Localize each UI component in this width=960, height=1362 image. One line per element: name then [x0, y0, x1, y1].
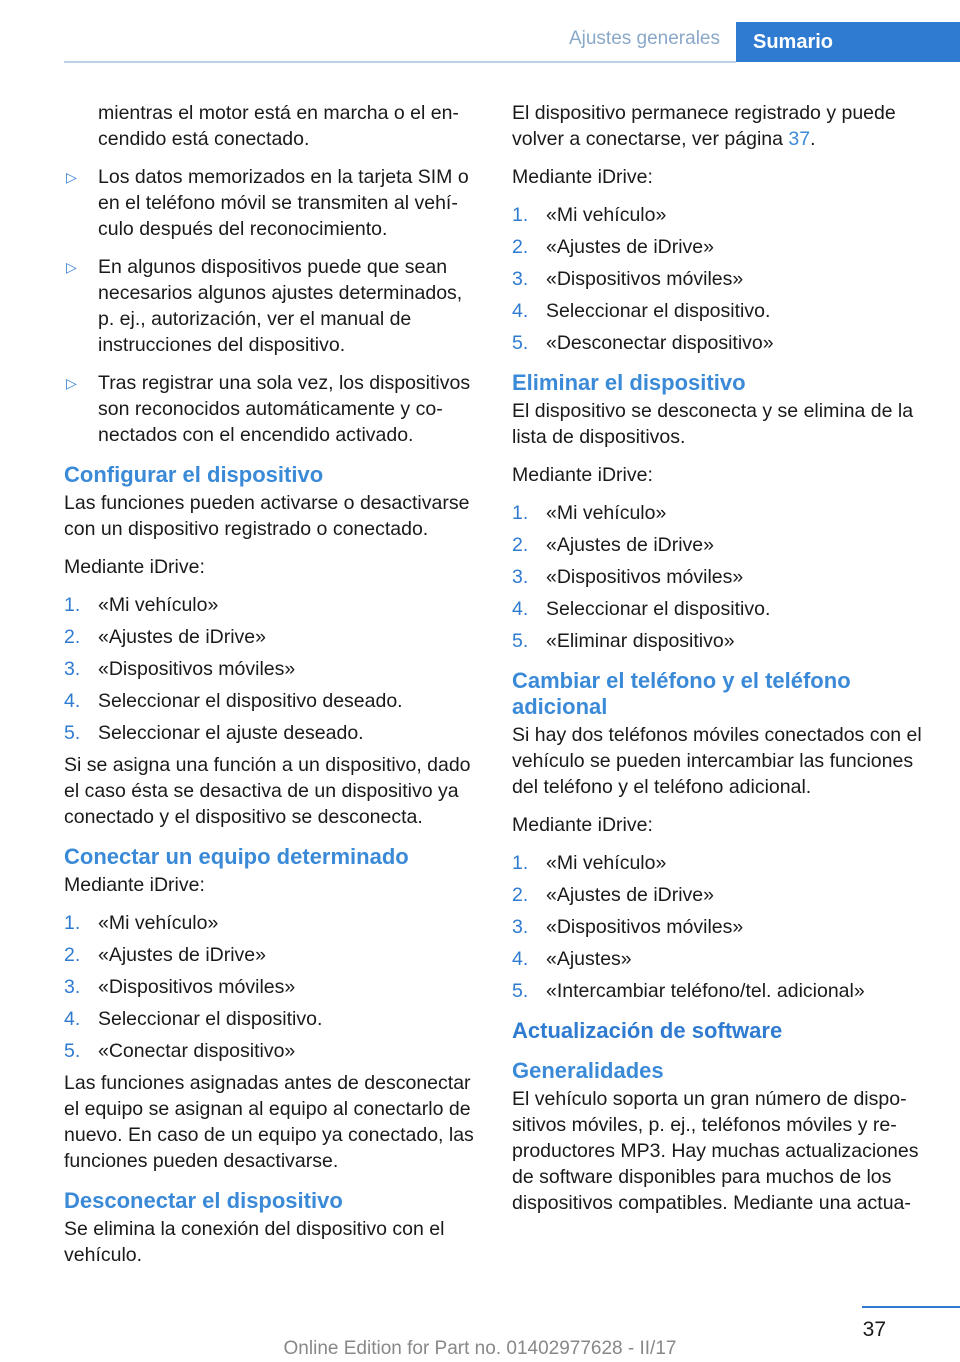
list-item: 1. «Mi vehículo» — [64, 594, 219, 616]
heading-configurar: Configurar el dispositivo — [64, 462, 324, 487]
section-title: Ajustes generales — [568, 28, 720, 49]
heading-cambiar: Cambiar el teléfono y el teléfono adicional — [512, 668, 851, 719]
heading-actualizacion: Actualización de software — [512, 1018, 783, 1043]
list-item: ▷ En algunos dispositivos puede que sean necesarios algunos ajustes determinados, p. ej., autorización, ver el manual de instrucciones del dispositivo. — [66, 256, 463, 356]
page-number: 37 — [862, 1318, 886, 1341]
continuation-text: mientras el motor está en marcha o el encendido está conectado. — [98, 102, 459, 150]
list-item: 2. «Ajustes de iDrive» — [512, 884, 714, 906]
triangle-bullet-icon: ▷ — [66, 169, 77, 185]
list-item: 4. Seleccionar el dispositivo. — [64, 1008, 323, 1030]
list-item: 4. Seleccionar el dispositivo deseado. — [64, 690, 403, 712]
triangle-bullet-icon: ▷ — [66, 259, 77, 275]
heading-conectar: Conectar un equipo determinado — [64, 844, 409, 869]
paragraph: Mediante iDrive: — [64, 556, 205, 578]
paragraph: El dispositivo se desconecta y se elimina de la lista de dispositivos. — [512, 400, 914, 448]
left-column — [64, 100, 480, 1280]
list-item: ▷ Tras registrar una sola vez, los dispositivos son reconocidos automáticamente y conectados con el encendido activado. — [66, 372, 471, 446]
paragraph: Se elimina la conexión del dispositivo con el vehículo. — [64, 1218, 445, 1266]
list-item: 4. Seleccionar el dispositivo. — [512, 598, 771, 620]
paragraph: El dispositivo permanece registrado y puede volver a conectarse, ver página 37. — [512, 102, 896, 150]
list-item: 5. «Desconectar dispositivo» — [512, 332, 774, 354]
list-item: 1. «Mi vehículo» — [64, 912, 219, 934]
header-rule — [64, 61, 736, 63]
footer-rule — [862, 1306, 960, 1308]
list-item: 3. «Dispositivos móviles» — [512, 566, 744, 588]
paragraph: Si se asigna una función a un dispositivo, dado el caso ésta se desactiva de un dispositivo ya conectado y el dispositivo se desconecta. — [64, 754, 471, 828]
list-item: 3. «Dispositivos móviles» — [64, 976, 296, 998]
paragraph: Las funciones asignadas antes de desconectar el equipo se asignan al equipo al conectarlo de nuevo. En caso de un equipo ya conectado, las funciones pueden desactivarse. — [64, 1072, 474, 1172]
steps-list — [64, 592, 480, 746]
heading-desconectar: Desconectar el dispositivo — [64, 1188, 343, 1213]
paragraph: Mediante iDrive: — [512, 814, 653, 836]
paragraph: Si hay dos teléfonos móviles conectados con el vehículo se pueden intercambiar las funciones del teléfono y el teléfono adicional. — [512, 724, 922, 798]
list-item: 3. «Dispositivos móviles» — [512, 268, 744, 290]
list-item: 5. Seleccionar el ajuste deseado. — [64, 722, 364, 744]
paragraph: Mediante iDrive: — [512, 166, 653, 188]
list-item: 3. «Dispositivos móviles» — [64, 658, 296, 680]
steps-list — [64, 910, 480, 1064]
list-item: 1. «Mi vehículo» — [512, 204, 667, 226]
list-item: 2. «Ajustes de iDrive» — [64, 944, 266, 966]
list-item: ▷ Los datos memorizados en la tarjeta SIM o en el teléfono móvil se transmiten al vehículo después del reconocimiento. — [66, 166, 469, 240]
paragraph: Mediante iDrive: — [512, 464, 653, 486]
list-item: 2. «Ajustes de iDrive» — [512, 236, 714, 258]
bullet-list — [64, 164, 480, 448]
list-item: 3. «Dispositivos móviles» — [512, 916, 744, 938]
list-item: 2. «Ajustes de iDrive» — [64, 626, 266, 648]
steps-list — [512, 202, 928, 356]
page-link[interactable]: 37 — [788, 128, 811, 150]
list-item: 5. «Intercambiar teléfono/tel. adicional» — [512, 980, 865, 1002]
steps-list — [512, 500, 928, 654]
subheading-generalidades: Generalidades — [512, 1058, 664, 1083]
triangle-bullet-icon: ▷ — [66, 375, 77, 391]
list-item: 1. «Mi vehículo» — [512, 502, 667, 524]
paragraph: Mediante iDrive: — [64, 874, 205, 896]
edition-footer: Online Edition for Part no. 01402977628 - II/17 — [283, 1338, 677, 1359]
list-item: 4. «Ajustes» — [512, 948, 632, 970]
list-item: 1. «Mi vehículo» — [512, 852, 667, 874]
paragraph: El vehículo soporta un gran número de dispositivos móviles, p. ej., teléfonos móviles y reproductores MP3. Hay muchas actualizaciones de software disponibles para muchos de los dispositivos compatibles. Mediante una actua- — [512, 1088, 919, 1214]
list-item: 5. «Eliminar dispositivo» — [512, 630, 735, 652]
page-header — [0, 0, 960, 62]
list-item: 5. «Conectar dispositivo» — [64, 1040, 296, 1062]
list-item: 4. Seleccionar el dispositivo. — [512, 300, 771, 322]
right-column — [512, 100, 928, 1228]
steps-list — [512, 850, 928, 1004]
heading-eliminar: Eliminar el dispositivo — [512, 370, 746, 395]
tab-sumario[interactable]: Sumario — [736, 22, 960, 62]
paragraph: Las funciones pueden activarse o desactivarse con un dispositivo registrado o conectado. — [64, 492, 470, 540]
list-item: 2. «Ajustes de iDrive» — [512, 534, 714, 556]
